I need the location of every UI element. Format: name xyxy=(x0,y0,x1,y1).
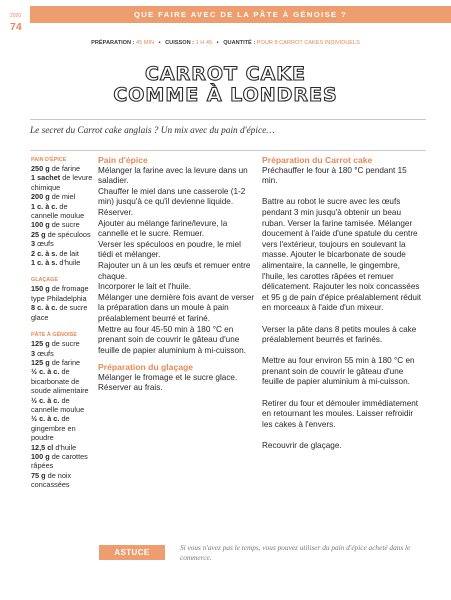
instruction-step: Préchauffer le four à 180 °C pendant 15 min. xyxy=(262,165,407,186)
ingredient-item xyxy=(31,471,93,490)
ingredient-name: de lait xyxy=(59,248,79,258)
ingredient-item xyxy=(31,164,93,173)
instruction-step: Rajouter un à un les œufs et remuer entre chaque. xyxy=(98,260,251,281)
ingredient-item xyxy=(31,349,93,358)
instruction-step: Mettre au four environ 55 min à 180 °C en prenant soin de couvrir le gâteau d'une feuille de papier aluminium à mi-cuisson. xyxy=(262,356,415,387)
ingredient-item xyxy=(31,239,93,248)
ingredient-name: de farine xyxy=(51,164,81,173)
glacage-title: Préparation du glaçage xyxy=(98,362,194,373)
ingredient-quantity: 200 g xyxy=(31,192,50,202)
prep-label: PRÉPARATION : xyxy=(91,40,135,46)
page-year: 2020 xyxy=(10,13,22,19)
ingredient-name: de sucre xyxy=(51,220,80,230)
ingredient-quantity: 3 xyxy=(31,348,36,358)
ingredient-item xyxy=(31,452,93,471)
quantity-value: POUR 8 CARROT CAKES INDIVIDUELS xyxy=(256,40,360,46)
ingredient-name: de sucre glace xyxy=(31,303,88,322)
divider-top xyxy=(30,119,426,120)
instruction-step: Chauffer le miel dans une casserole (1-2 min) jusqu'à ce qu'il devienne liquide. Réserver. xyxy=(98,186,246,217)
carrot-cake-steps xyxy=(262,166,422,452)
cook-value: 1 H 45 xyxy=(195,40,213,46)
ingredient-quantity: 3 xyxy=(31,239,36,249)
divider-bottom xyxy=(30,150,426,151)
instruction-step: Verser la pâte dans 8 petits moules à cake préalablement beurrés et farinés. xyxy=(262,324,417,345)
quantity-label: QUANTITÉ : xyxy=(223,40,256,46)
ingredient-quantity: 250 g xyxy=(31,164,50,173)
instruction-step: Mélanger une dernière fois avant de verser la préparation dans un moule à pain préalablement beurré et fariné. xyxy=(98,292,255,323)
ingredient-quantity: 1 c. à s. xyxy=(31,258,58,268)
title-line-2: COMME À LONDRES xyxy=(113,84,338,106)
ingredient-group-heading: GLAÇAGE xyxy=(31,277,58,284)
prep-value: 45 MIN xyxy=(136,40,155,46)
ingredient-name: de gingembre en poudre xyxy=(31,414,76,443)
ingredient-name: de miel xyxy=(51,192,76,202)
pain-epice-column xyxy=(98,155,258,394)
ingredient-quantity: 25 g xyxy=(31,229,46,239)
ingredient-name: de levure chimique xyxy=(31,173,93,192)
ingredient-group-heading: PAIN D'ÉPICE xyxy=(31,157,67,163)
ingredient-name: de noix concassées xyxy=(31,470,72,490)
ingredient-name: de farine xyxy=(51,357,81,367)
tip-text: Si vous n'avez pas le temps, vous pouvez utiliser du pain d'épice acheté dans le commerce. xyxy=(180,543,411,562)
instruction-step: Recouvrir de glaçage. xyxy=(262,441,342,451)
ingredient-item xyxy=(31,414,93,442)
ingredient-quantity: 100 g xyxy=(31,220,50,230)
ingredient-name: d'huile xyxy=(59,258,81,268)
ingredient-quantity: 125 g xyxy=(31,357,50,367)
recipe-title xyxy=(0,64,451,106)
ingredient-item xyxy=(31,202,93,221)
ingredient-item xyxy=(31,396,93,415)
ingredient-quantity: ½ c. à c. xyxy=(31,367,60,377)
ingredients-column xyxy=(31,156,93,490)
ingredient-item xyxy=(31,249,93,258)
ingredient-item xyxy=(31,358,93,367)
ingredient-quantity: ½ c. à c. xyxy=(31,395,60,405)
cook-label: CUISSON : xyxy=(165,40,195,46)
instruction-step: Incorporer le lait et l'huile. xyxy=(98,282,192,292)
page-number: 74 xyxy=(10,21,22,33)
instruction-step: Mettre au four 45-50 min à 180 °C en prenant soin de couvrir le gâteau d'une feuille de papier aluminium à mi-cuisson. xyxy=(98,324,246,355)
ingredient-item xyxy=(31,230,93,239)
instruction-step: Mélanger le fromage et le sucre glace. Réserver au frais. xyxy=(98,372,238,393)
ingredient-item xyxy=(31,339,93,348)
instruction-step: Retirer du four et démouler immédiatement en retournant les moules. Laisser refroidir les cakes à l'envers. xyxy=(262,398,419,429)
ingredient-quantity: 1 sachet xyxy=(31,173,61,183)
ingredient-name: de carottes râpées xyxy=(31,451,88,471)
ingredient-name: de bicarbonate de soude alimentaire xyxy=(31,367,89,396)
ingredient-quantity: 2 c. à s. xyxy=(31,248,58,258)
ingredient-name: de cannelle moulue xyxy=(31,395,85,414)
recipe-intro: Le secret du Carrot cake anglais ? Un mix avec du pain d'épice… xyxy=(30,126,275,136)
ingredient-group-heading: PÂTE À GÉNOISE xyxy=(31,332,77,339)
ingredient-item xyxy=(31,284,93,303)
ingredient-name: de spéculoos xyxy=(47,229,91,239)
ingredient-item xyxy=(31,173,93,192)
ingredient-item xyxy=(31,220,93,229)
ingredient-quantity: 100 g xyxy=(31,451,50,461)
ingredient-name: de sucre xyxy=(51,339,80,349)
ingredient-item xyxy=(31,303,93,322)
ingredient-name: de fromage type Philadelphia xyxy=(31,284,89,303)
instruction-step: Ajouter au mélange farine/levure, la cannelle et le sucre. Remuer. xyxy=(98,218,228,239)
pain-epice-steps xyxy=(98,166,258,357)
ingredient-item xyxy=(31,367,93,395)
tip-label: ASTUCE xyxy=(99,545,165,560)
title-line-1: CARROT CAKE xyxy=(145,63,306,85)
ingredient-item xyxy=(31,443,93,452)
ingredient-quantity: 125 g xyxy=(31,339,50,349)
carrot-cake-column xyxy=(262,155,422,462)
instruction-step: Battre au robot le sucre avec les œufs pendant 3 min jusqu'à obtenir un beau ruban. Verser la farine tamisée. Mélanger doucement à l'aide d'une spatule du centre vers l'extérieur, toujours en soulevant la masse. Ajouter le bicarbonate de soude alimentaire, la cannelle, le gingembre, l'huile, les carottes râpées et remuer délicatement. Rajouter les noix concassées et 95 g de pain d'épice préalablement réduit en morceaux à l'aide d'un mixeur. xyxy=(262,197,422,313)
instruction-step: Mélanger la farine avec la levure dans un saladier. xyxy=(98,165,248,186)
ingredient-item xyxy=(31,192,93,201)
ingredient-name: œufs xyxy=(37,348,54,358)
ingredient-quantity: 8 c. à c. xyxy=(31,303,58,313)
ingredient-name: de cannelle moulue xyxy=(31,201,85,221)
section-banner: QUE FAIRE AVEC DE LA PÂTE À GÉNOISE ? xyxy=(30,6,451,23)
recipe-meta: PRÉPARATION : 45 MIN • CUISSON : 1 H 45 • QUANTITÉ : POUR 8 CARROT CAKES INDIVIDUELS xyxy=(91,40,360,46)
ingredient-quantity: 75 g xyxy=(31,470,46,480)
glacage-steps xyxy=(98,373,258,394)
carrot-cake-title: Préparation du Carrot cake xyxy=(262,155,373,165)
ingredient-name: œufs xyxy=(37,239,54,249)
pain-epice-title: Pain d'épice xyxy=(98,155,148,165)
ingredient-name: d'huile xyxy=(55,442,77,452)
instruction-step: Verser les spéculoos en poudre, le miel tiédi et mélanger. xyxy=(98,239,241,260)
ingredient-quantity: 150 g xyxy=(31,284,50,294)
ingredient-quantity: 12,5 cl xyxy=(31,442,54,452)
ingredient-item xyxy=(31,258,93,267)
ingredient-quantity: 1 c. à c. xyxy=(31,201,58,211)
ingredient-quantity: ½ c. à c. xyxy=(31,414,60,424)
